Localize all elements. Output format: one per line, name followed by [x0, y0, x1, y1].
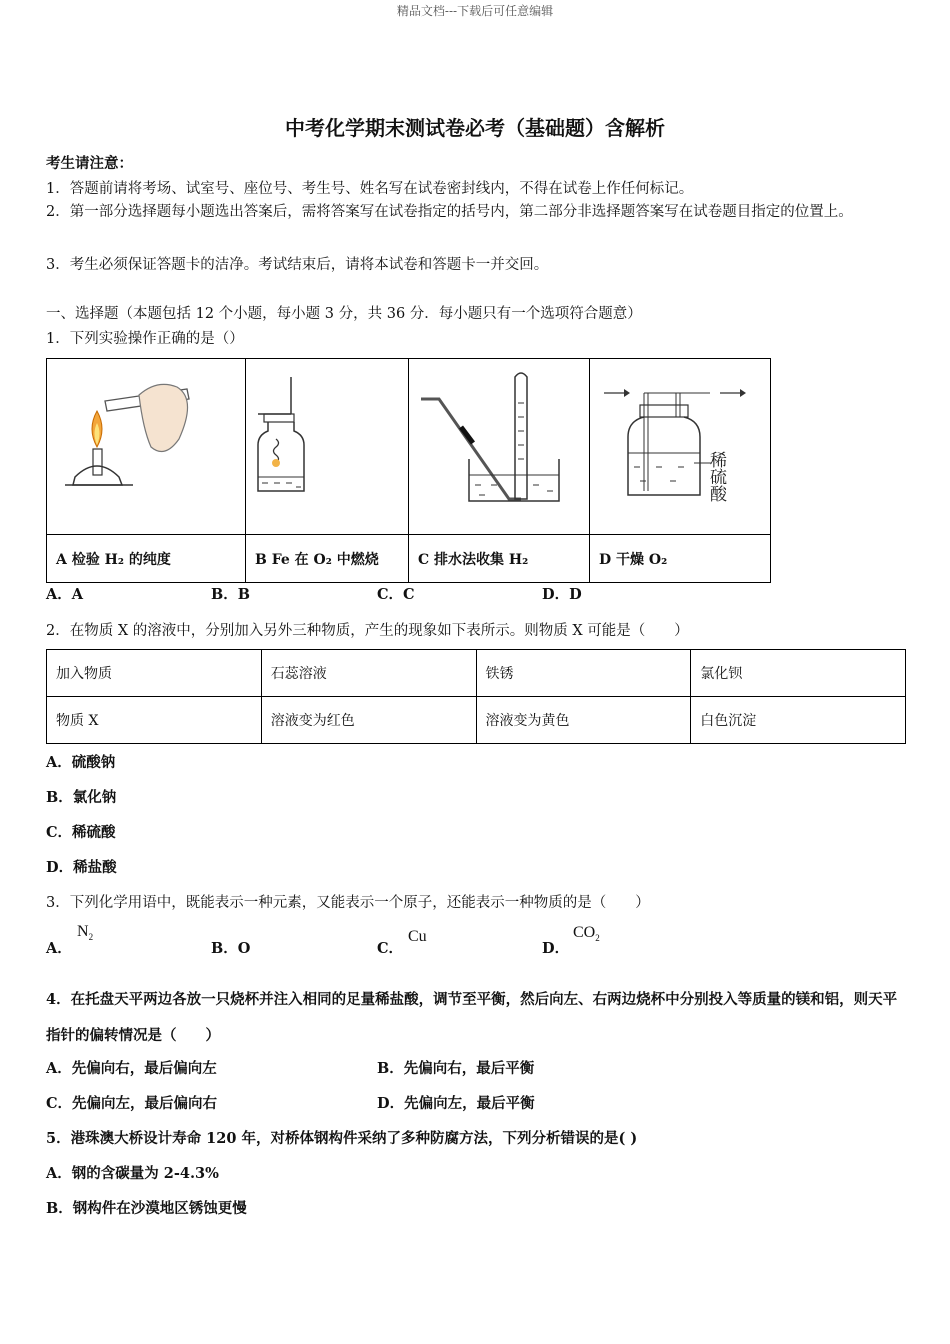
- question-1-stem: 1．下列实验操作正确的是（）: [46, 331, 244, 347]
- notice-heading: 考生请注意：: [46, 155, 133, 172]
- q4-option-d[interactable]: D．先偏向左，最后平衡: [377, 1095, 535, 1112]
- q2-cell-white-precipitate: 白色沉淀: [691, 697, 906, 744]
- page-title: 中考化学期末测试卷必考（基础题）含解析: [285, 116, 665, 140]
- q2-option-a[interactable]: A．硫酸钠: [46, 754, 116, 771]
- q3-option-d-label: D．: [542, 940, 570, 957]
- question-1-figure-table: [46, 358, 771, 583]
- figure-a-caption: A 检验 H₂ 的纯度: [47, 535, 246, 583]
- figure-b-caption: B Fe 在 O₂ 中燃烧: [246, 535, 409, 583]
- notice-item-1: 1．答题前请将考场、试室号、座位号、考生号、姓名写在试卷密封线内，不得在试卷上作任何标记。: [46, 181, 694, 197]
- q3-formula-cu: Cu: [408, 928, 427, 945]
- q5-option-b[interactable]: B．钢构件在沙漠地区锈蚀更慢: [46, 1200, 247, 1217]
- section-heading: 一、选择题（本题包括 12 个小题，每小题 3 分，共 36 分．每小题只有一个选项符合题意）: [46, 306, 642, 322]
- q2-option-c[interactable]: C．稀硫酸: [46, 824, 116, 841]
- q2-option-b[interactable]: B．氯化钠: [46, 789, 117, 806]
- q1-option-d[interactable]: D．D: [542, 586, 582, 603]
- q3-formula-n2-subscript: 2: [88, 932, 94, 943]
- iron-combustion-bottle-illustration: [246, 359, 408, 530]
- dilute-sulfuric-acid-label: 稀硫酸: [706, 451, 726, 502]
- q3-option-a[interactable]: [46, 937, 72, 958]
- q3-option-c[interactable]: [377, 937, 403, 958]
- q2-option-d[interactable]: D．稀盐酸: [46, 859, 117, 876]
- notice-item-2: 2．第一部分选择题每小题选出答案后，需将答案写在试卷指定的括号内，第二部分非选择题答案写在试卷题目指定的位置上。: [46, 204, 853, 220]
- q2-header-rust: 铁锈: [476, 650, 691, 697]
- notice-item-3: 3．考生必须保证答题卡的洁净。考试结束后，请将本试卷和答题卡一并交回。: [46, 257, 549, 273]
- q3-formula-co2-symbol: CO: [573, 924, 596, 941]
- figure-c-cell: [409, 359, 590, 535]
- q5-option-a[interactable]: A．钢的含碳量为 2-4.3%: [46, 1165, 219, 1182]
- q4-option-a[interactable]: A．先偏向右，最后偏向左: [46, 1060, 217, 1077]
- q3-formula-n2: [77, 923, 93, 942]
- q2-header-added-substance: 加入物质: [47, 650, 262, 697]
- q4-option-b[interactable]: B．先偏向右，最后平衡: [377, 1060, 535, 1077]
- q4-option-c[interactable]: C．先偏向左，最后偏向右: [46, 1095, 218, 1112]
- q3-formula-co2: [573, 924, 600, 943]
- q3-option-b[interactable]: B．O: [211, 940, 251, 957]
- q3-option-d[interactable]: [542, 937, 569, 958]
- question-2-table: [46, 649, 906, 744]
- q3-option-a-label: A．: [46, 940, 72, 957]
- gas-drying-bottle-illustration: [590, 359, 770, 530]
- q1-option-b[interactable]: B．B: [211, 586, 251, 603]
- figure-c-caption: C 排水法收集 H₂: [409, 535, 590, 583]
- q2-header-litmus: 石蕊溶液: [261, 650, 476, 697]
- q3-option-c-label: C．: [377, 940, 404, 957]
- lamp-test-tube-illustration: [47, 359, 245, 530]
- figure-b-cell: [246, 359, 409, 535]
- q2-cell-turns-yellow: 溶液变为黄色: [476, 697, 691, 744]
- q3-formula-co2-subscript: 2: [595, 933, 600, 944]
- q3-formula-n2-symbol: N: [77, 923, 89, 940]
- q1-option-c[interactable]: C．C: [377, 586, 415, 603]
- q2-cell-substance-x: 物质 X: [47, 697, 262, 744]
- figure-d-caption: D 干燥 O₂: [590, 535, 771, 583]
- water-collection-illustration: [409, 359, 589, 530]
- q2-cell-turns-red: 溶液变为红色: [261, 697, 476, 744]
- question-3-stem: 3．下列化学用语中，既能表示一种元素，又能表示一个原子，还能表示一种物质的是（ ）: [46, 895, 650, 911]
- q1-option-a[interactable]: A．A: [46, 586, 84, 603]
- page-header: 精品文档---下载后可任意编辑: [396, 4, 554, 18]
- question-4-stem: 4．在托盘天平两边各放一只烧杯并注入相同的足量稀盐酸，调节至平衡，然后向左、右两边烧杯中分别投入等质量的镁和铝，则天平指针的偏转情况是（ ）: [46, 991, 898, 1044]
- figure-a-cell: [47, 359, 246, 535]
- figure-d-cell: [590, 359, 771, 535]
- q2-header-barium-chloride: 氯化钡: [691, 650, 906, 697]
- question-5-stem: 5．港珠澳大桥设计寿命 120 年，对桥体钢构件采纳了多种防腐方法，下列分析错误的是( ): [46, 1130, 638, 1147]
- question-2-stem: 2．在物质 X 的溶液中，分别加入另外三种物质，产生的现象如下表所示。则物质 X 可能是（ ）: [46, 623, 689, 639]
